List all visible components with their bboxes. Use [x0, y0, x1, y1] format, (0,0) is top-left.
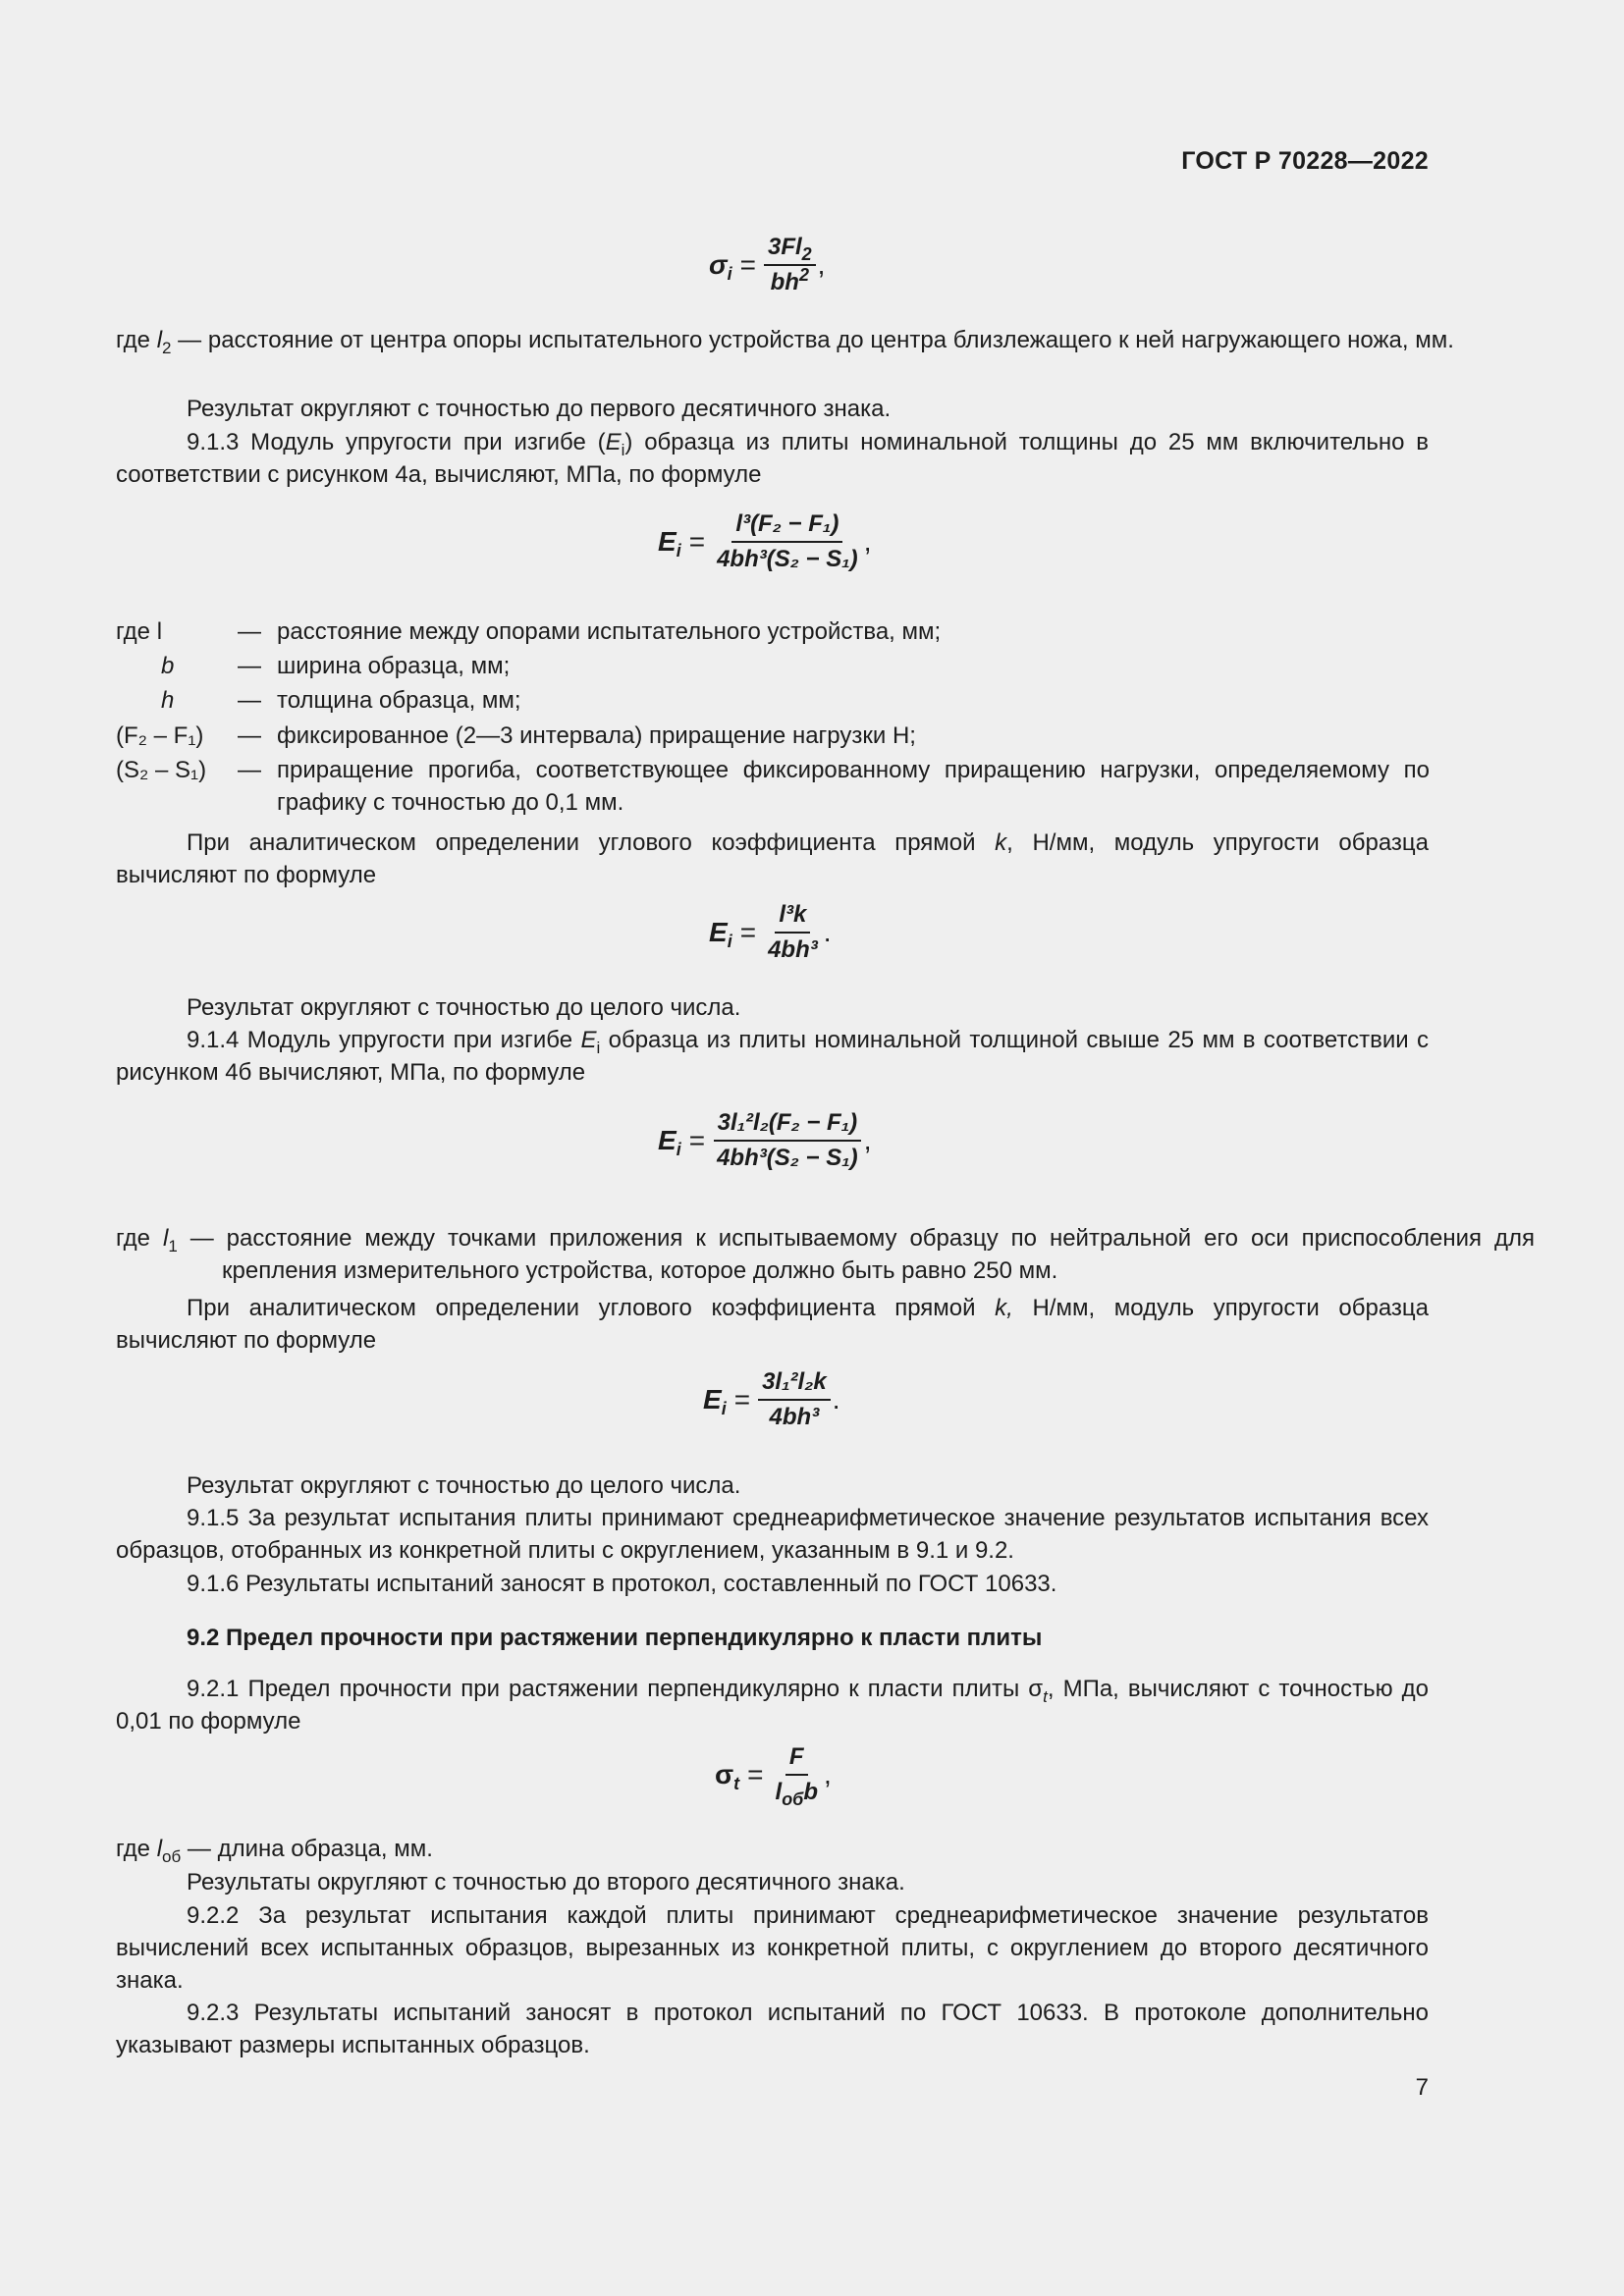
formula-denominator: bh — [770, 269, 799, 295]
page-number: 7 — [1415, 2074, 1429, 2101]
formula-denominator: 4bh³(S₂ − S₁) — [717, 1145, 858, 1171]
formula-e-i-1: $E_i$ = $\frac{\text{l³(F₂ − F₁)}}{\text{4bh³(S₂ − S₁)}}$ , — [658, 510, 872, 572]
formula-fraction — [758, 1368, 831, 1431]
formula-fraction — [713, 1109, 862, 1172]
paragraph-rounding-3: Результат округляют с точностью до целого числа. — [187, 1472, 741, 1499]
formula-fraction: $\frac{F}{l_{об}b}$ — [775, 1743, 818, 1809]
paragraph-lob-definition: где $l_{об}$ — длина образца, мм. — [116, 1836, 433, 1866]
formula-fraction — [764, 901, 822, 964]
formula-denominator-sup: 2 — [798, 265, 809, 285]
formula-fraction — [764, 234, 816, 296]
formula-fraction — [713, 510, 862, 573]
paragraph-9-2-2: 9.2.2 За результат испытания каждой плиты принимают среднеарифметическое значение результатов вычислений всех испытанных образцов, вырезанных из конкретной плиты, с округлением до второго десятичного знака. — [116, 1902, 1429, 1994]
definition-item: где l — расстояние между опорами испытательного устройства, мм; — [116, 618, 942, 645]
paragraph-9-2-1: 9.2.1 Предел прочности при растяжении перпендикулярно к пласти плиты $\sigma_t$, МПа, вычисляют с точностью до 0,01 по формуле — [116, 1676, 1429, 1735]
document-code-header: ГОСТ Р 70228—2022 — [1181, 147, 1429, 175]
formula-denominator: 4bh³ — [769, 1404, 820, 1430]
formula-sigma-t: $\sigma_t$ = $\frac{F}{l_{об}b}$ , — [715, 1743, 832, 1809]
formula-numerator: 3l₁²l₂k — [758, 1368, 831, 1401]
formula-lhs-sub: i — [727, 264, 732, 284]
paragraph-9-2-3: 9.2.3 Результаты испытаний заносят в протокол испытаний по ГОСТ 10633. В протоколе дополнительно указывают размеры испытанных образцов. — [116, 2000, 1429, 2058]
formula-numerator: 3Fl — [767, 234, 802, 260]
paragraph-9-1-3: 9.1.3 Модуль упругости при изгибе $(E_i)$ образца из плиты номинальной толщины до 25 мм включительно в соответствии с рисунком 4а, вычисляют, МПа, по формуле — [116, 429, 1429, 488]
paragraph-analytic-1: При аналитическом определении углового коэффициента прямой k, Н/мм, модуль упругости образца вычисляют по формуле — [116, 829, 1429, 888]
paragraph-rounding-2: Результат округляют с точностью до целого числа. — [187, 994, 741, 1021]
formula-denominator: 4bh³(S₂ − S₁) — [717, 546, 858, 572]
definition-item: h — толщина образца, мм; — [161, 687, 521, 714]
paragraph-9-1-6: 9.1.6 Результаты испытаний заносят в протокол, составленный по ГОСТ 10633. — [187, 1571, 1057, 1597]
paragraph-analytic-2: При аналитическом определении углового коэффициента прямой k, Н/мм, модуль упругости образца вычисляют по формуле — [116, 1295, 1430, 1354]
paragraph-l1-definition: где $l_1$ — расстояние между точками приложения к испытываемому образцу по нейтральной его оси приспособления для крепления измерительного устройства, которое должно быть равно 250 мм. — [116, 1225, 1536, 1284]
section-heading-9-2: 9.2 Предел прочности при растяжении перпендикулярно к пласти плиты — [187, 1625, 1043, 1651]
definition-item: (F₂ – F₁) — фиксированное (2—3 интервала) приращение нагрузки Н; — [116, 722, 916, 749]
paragraph-l2-definition: где $l_2$ — расстояние от центра опоры испытательного устройства до центра близлежащего к ней нагружающего ножа, мм. — [116, 327, 1454, 357]
formula-numerator: l³(F₂ − F₁) — [731, 510, 842, 543]
definition-item: b — ширина образца, мм; — [161, 653, 511, 679]
paragraph-rounding-1: Результат округляют с точностью до первого десятичного знака. — [187, 396, 892, 422]
paragraph-rounding-4: Результаты округляют с точностью до второго десятичного знака. — [187, 1869, 905, 1896]
formula-denominator: l — [775, 1779, 783, 1805]
formula-e-i-3: $E_i$ = $\frac{\text{3l₁²l₂(F₂ − F₁)}}{\text{4bh³(S₂ − S₁)}}$ , — [658, 1109, 872, 1171]
formula-e-i-4: $E_i$ = $\frac{\text{3l₁²l₂k}}{\text{4bh³}}$ . — [703, 1368, 840, 1430]
formula-numerator: F — [785, 1743, 808, 1776]
formula-numerator: 3l₁²l₂(F₂ − F₁) — [714, 1109, 862, 1142]
paragraph-9-1-5: 9.1.5 За результат испытания плиты принимают среднеарифметическое значение результатов испытания всех образцов, отобранных из конкретной плиты с округлением, указанным в 9.1 и 9.2. — [116, 1505, 1429, 1564]
formula-numerator-sub: 2 — [801, 244, 812, 264]
formula-denominator: 4bh³ — [768, 936, 818, 963]
formula-e-i-2: $E_i$ = $\frac{\text{l³k}}{\text{4bh³}}$ . — [709, 901, 832, 963]
formula-numerator: l³k — [775, 901, 810, 934]
formula-sigma-i: $\sigma_i$ = $\frac{3Fl_2}{bh^2}$ , — [709, 234, 826, 295]
formula-lhs: σ — [709, 249, 728, 280]
paragraph-9-1-4: 9.1.4 Модуль упругости при изгибе $E_i$ образца из плиты номинальной толщиной свыше 25 мм в соответствии с рисунком 4б вычисляют, МПа, по формуле — [116, 1027, 1430, 1086]
definition-item: (S₂ – S₁) — приращение прогиба, соответствующее фиксированному приращению нагрузки, определяемому по графику с точностью до 0,1 мм. — [116, 757, 1430, 816]
